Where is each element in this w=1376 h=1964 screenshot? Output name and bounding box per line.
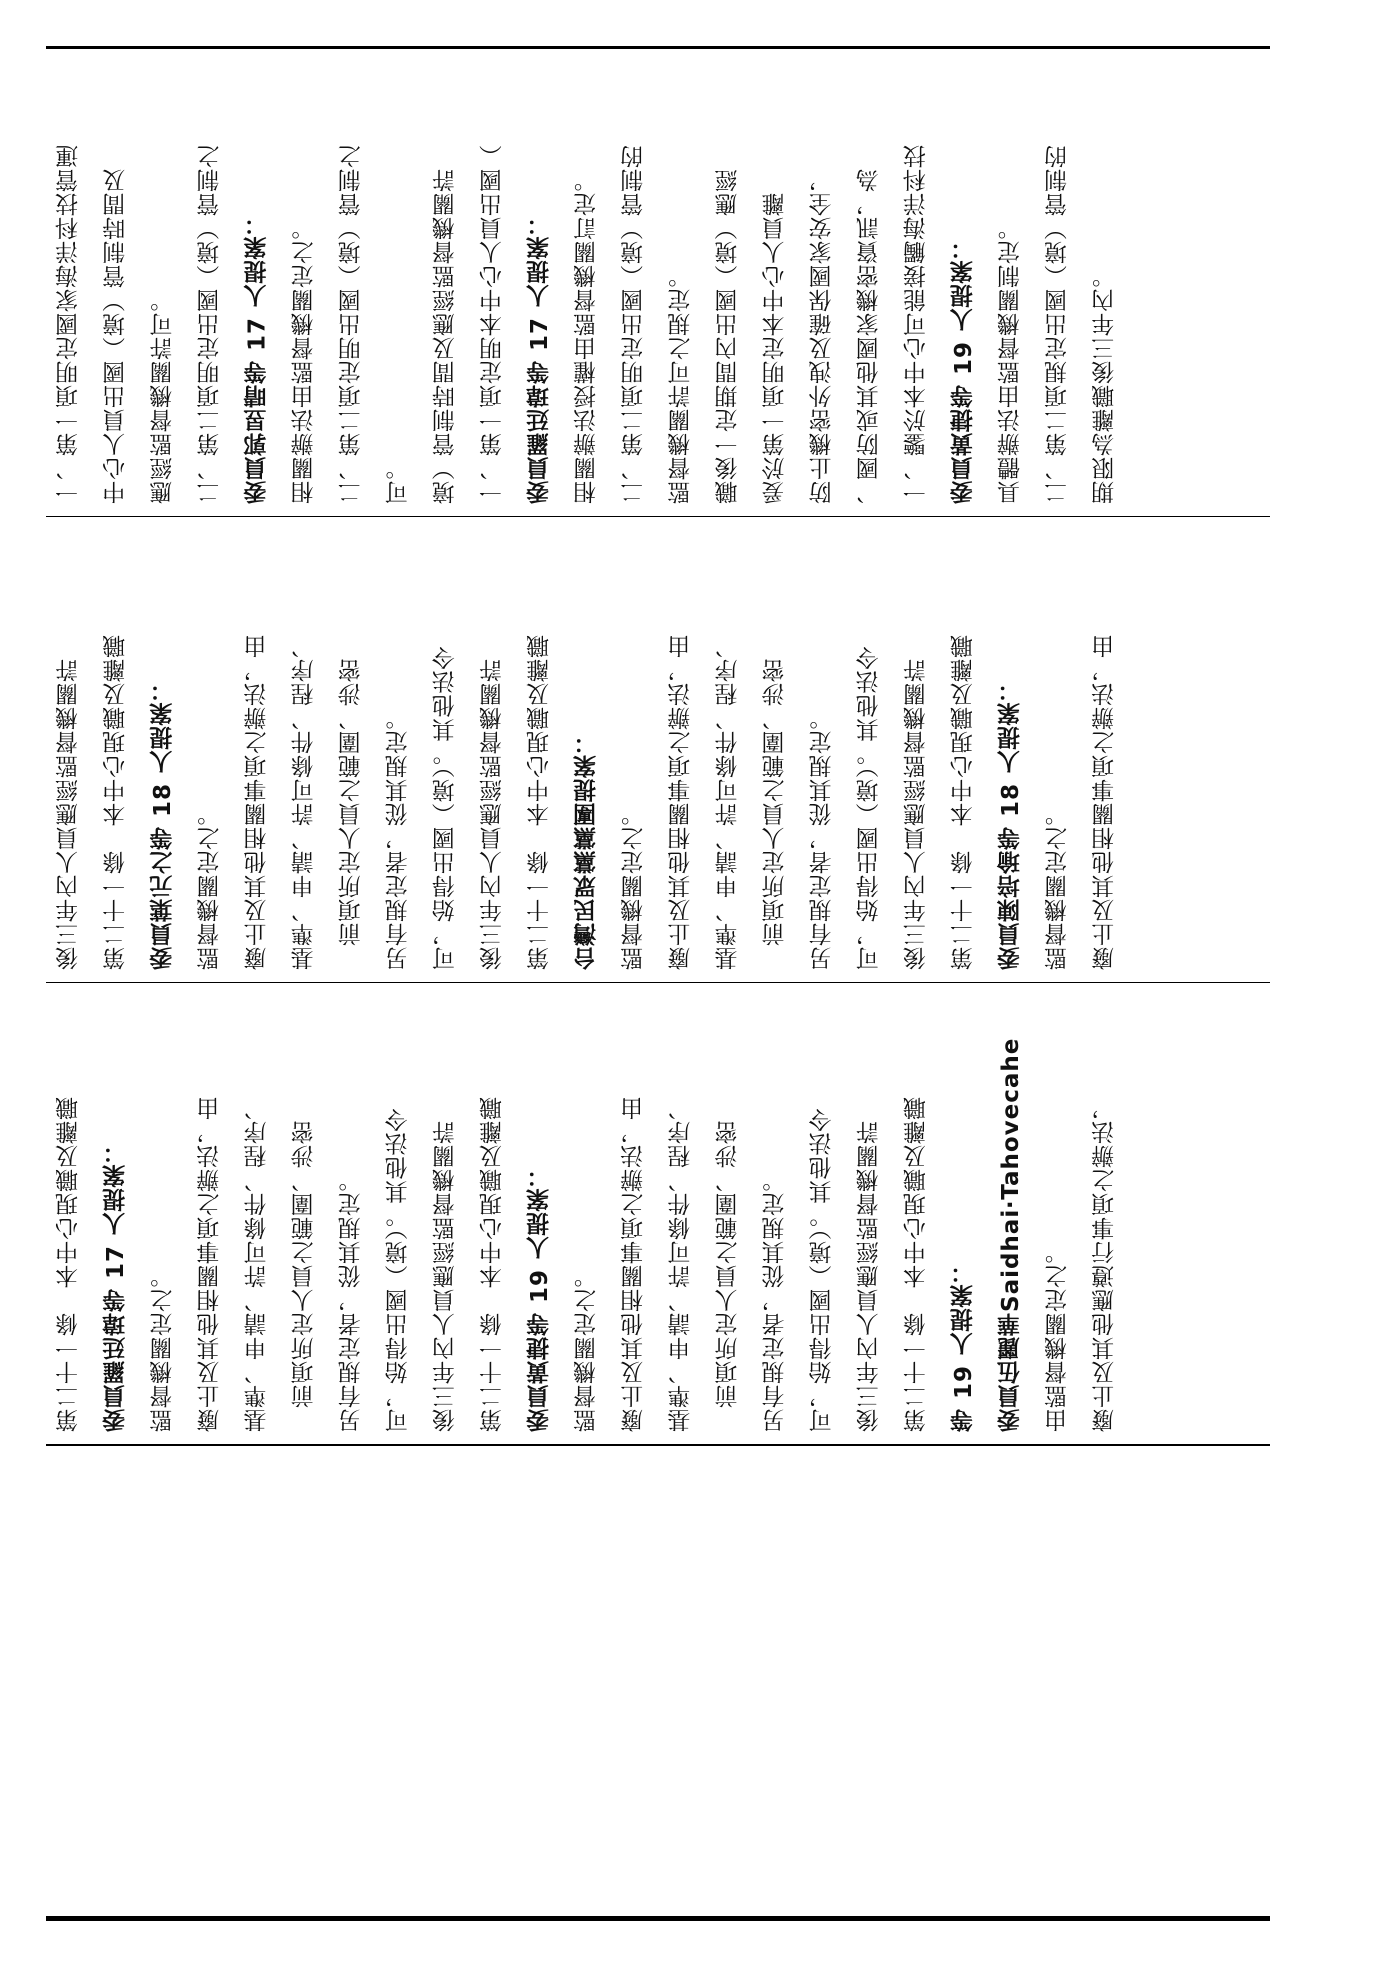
text-line: 第二十一條 本中心現職及離職	[479, 1096, 506, 1432]
text-line: 另有規定者，從其規定。	[809, 706, 836, 970]
text-line: 廢止及其他相關事項之辦法，由	[244, 634, 271, 970]
text-line: 廢止及其他相關事項之辦法，由	[197, 1096, 224, 1432]
text-line: 另有規定者，從其規定。	[385, 706, 412, 970]
proposer-heading: 委員羅廷瑋等 17 人提案：	[103, 1139, 130, 1432]
text-line: 第二十一條 本中心現職及離職	[950, 634, 977, 970]
text-line: 應經監督機關許可。	[150, 288, 177, 504]
band-2-text	[46, 520, 1270, 980]
text-line: 一、鑒於本中心可能接觸海洋科技	[903, 144, 930, 504]
text-line: 第二十一條 本中心現職及離職	[56, 1096, 82, 1432]
text-line: 基準、申請、許可條件、程序、	[291, 634, 318, 970]
proposer-heading: 台灣民眾黨黨團提案：	[574, 730, 601, 970]
top-rule	[46, 46, 1270, 49]
band-proposals-middle	[46, 520, 1270, 980]
text-line: 二、第二項定明出國（境）管制之	[338, 144, 365, 504]
text-line: 基準、申請、許可條件、程序、	[244, 1096, 271, 1432]
band-explanations	[46, 52, 1270, 514]
text-line: 第二十一條 本中心現職及離職	[103, 634, 130, 970]
text-line: 廢止及其他相關事項之辦法，由	[621, 1096, 648, 1432]
text-line: 前項所定人員之範圍、涉密	[715, 1120, 742, 1432]
text-line: 中心人員出國（境）管制時間及	[103, 168, 130, 504]
text-line: 可，始得出國（境）。其他法令	[385, 1107, 412, 1432]
text-line: 由監督機關定之。	[1044, 1240, 1071, 1432]
band-proposals-lower	[46, 986, 1270, 1442]
text-line: 可。	[385, 456, 412, 504]
text-line: 一、第一項明定國家海洋科技管運	[56, 144, 82, 504]
text-line: 廢止及其他相關事項之辦法，由	[1092, 634, 1119, 970]
column-divider	[46, 516, 1270, 517]
text-line: 基準、申請、許可條件、程序、	[668, 1096, 695, 1432]
text-line: 境）管制時間及應經監督機關許	[432, 168, 459, 504]
proposer-heading: 委員葉元之等 18 人提案：	[150, 677, 177, 970]
text-line: 可，始得出國（境）。其他法令	[432, 645, 459, 970]
text-line: 後三年內人員應經監督機關許	[479, 658, 506, 970]
text-line: 防止機密外洩及確保國家安全，	[809, 168, 836, 504]
band-3-text	[46, 986, 1270, 1442]
proposer-heading: 委員伍麗華Saidhai‧Tahovecahe	[997, 1037, 1024, 1432]
text-line: 可，始得出國（境）。其他法令	[809, 1107, 836, 1432]
text-line: 前項所定人員之範圍、涉密	[762, 658, 789, 970]
text-line: 後三年內人員應經監督機關許	[903, 658, 930, 970]
text-line: 職後一定期間內出國（境）應經	[715, 168, 742, 504]
text-line: 監督機關定之。	[1044, 802, 1071, 970]
text-line: 監督機關定之。	[621, 802, 648, 970]
section-rule	[46, 1444, 1270, 1446]
text-line: 第二十一條 本中心現職及離職	[903, 1096, 930, 1432]
band-1-text	[46, 52, 1270, 514]
text-line: 期限為離職後三年內。	[1092, 264, 1119, 504]
text-line: 監督機關定之。	[574, 1264, 601, 1432]
text-line: 後三年內人員應經監督機關許	[856, 1120, 883, 1432]
column-divider	[46, 982, 1270, 983]
text-line: 廢止及其他應遵行事項之辦法，	[1092, 1096, 1119, 1432]
text-line: 二、第二項明定出國（境）管制之	[197, 144, 224, 504]
text-line: 監督機關定之。	[150, 1264, 177, 1432]
text-line: 監督機關定之。	[197, 802, 224, 970]
text-line: 可，始得出國（境）。其他法令	[856, 645, 883, 970]
text-line: 一、第一項定明本中心人員出國（	[479, 144, 506, 504]
text-line: 相關辦法由監督機關定之。	[291, 216, 318, 504]
text-line: 廢止及其他相關事項之辦法，由	[668, 634, 695, 970]
proposer-heading: 委員黃捷等 19 人提案：	[526, 1163, 553, 1432]
proposer-heading: 委員羅廷瑋等 17 人提案：	[526, 211, 553, 504]
proposer-heading: 委員郭昱晴等 17 人提案：	[244, 211, 271, 504]
text-line: 相關辦法授權由監督機關訂定。	[574, 168, 601, 504]
text-line: 二、第二項規定出國（境）管制的	[1044, 144, 1071, 504]
text-line: 二、第二項明定出國（境）管制的	[621, 144, 648, 504]
text-line: 後三年內人員應經監督機關許	[56, 658, 82, 970]
proposer-heading: 委員陳培瑜等 18 人提案：	[997, 677, 1024, 970]
proposer-heading: 委員黃捷等 19 人提案：	[950, 235, 977, 504]
bottom-rule	[46, 1916, 1270, 1921]
text-line: 第二十一條 本中心現職及離職	[526, 634, 553, 970]
text-line: 基準、申請、許可條件、程序、	[715, 634, 742, 970]
text-line: 爰於第一項明定本中心人員離	[762, 192, 789, 504]
text-line: 另有規定者，從其規定。	[338, 1168, 365, 1432]
text-line: 後三年內人員應經監督機關許	[432, 1120, 459, 1432]
text-line: 監督機關許可之規定。	[668, 264, 695, 504]
text-line: 另有規定者，從其規定。	[762, 1168, 789, 1432]
text-line: 前項所定人員之範圍、涉密	[338, 658, 365, 970]
text-line: 前項所定人員之範圍、涉密	[291, 1120, 318, 1432]
text-line: 、國防或其他國家機密資訊，為	[856, 168, 883, 504]
text-line: 具體辦法由監督機關制定。	[997, 216, 1024, 504]
proposer-heading: 等 19 人提案：	[950, 1259, 977, 1432]
